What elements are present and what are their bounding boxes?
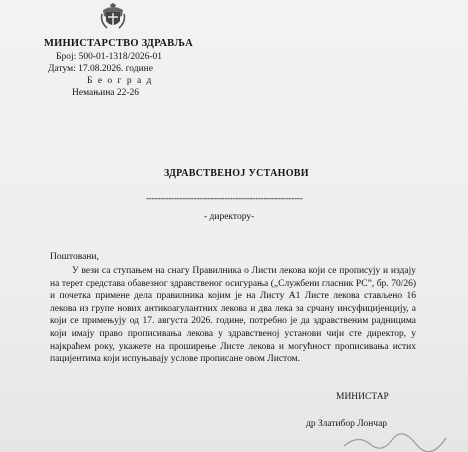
signature-title: МИНИСТАР xyxy=(336,392,389,402)
serbia-coat-of-arms-icon xyxy=(100,2,126,32)
address: Немањина 22-26 xyxy=(72,88,140,98)
signature-name: др Златибор Лончар xyxy=(306,419,388,429)
signature-mark-icon xyxy=(340,428,450,452)
recipient-director: - директору- xyxy=(204,212,255,222)
recipient-title: ЗДРАВСТВЕНОЈ УСТАНОВИ xyxy=(164,168,309,179)
reference-number: Број: 500-01-1318/2026-01 xyxy=(56,52,162,62)
letter-body xyxy=(50,265,416,366)
salutation: Поштовани, xyxy=(50,252,99,262)
city: Б е о г р а д xyxy=(87,76,153,86)
document-date: Датум: 17.08.2026. године xyxy=(48,64,153,74)
recipient-dashes: -------------------------------------------------------- xyxy=(146,193,303,203)
body-paragraph: У вези са ступањем на снагу Правилника о Листи лекова који се прописују и издају на терет средстава обавезног здравственог осигурања („Службени гласник РС”, бр. 70/26) и почетка примене дела правилника којим је на Листу А1 Листе лекова стављено 16 лекова из групе нових антикоагулантних лекова и два лека за срчану инсуфицијенцију, а који се примењују од 17. августа 2026. године, потребно је да здравственим радницима који имају право прописивања лекова у здравственој установи чији сте директор, у најкраћем року, укажете на проширење Листе лекова и могућност прописивања истих пацијентима који испуњавају услове прописане овом Листом. xyxy=(50,266,416,365)
ministry-name: МИНИСТАРСТВО ЗДРАВЉА xyxy=(44,38,193,49)
